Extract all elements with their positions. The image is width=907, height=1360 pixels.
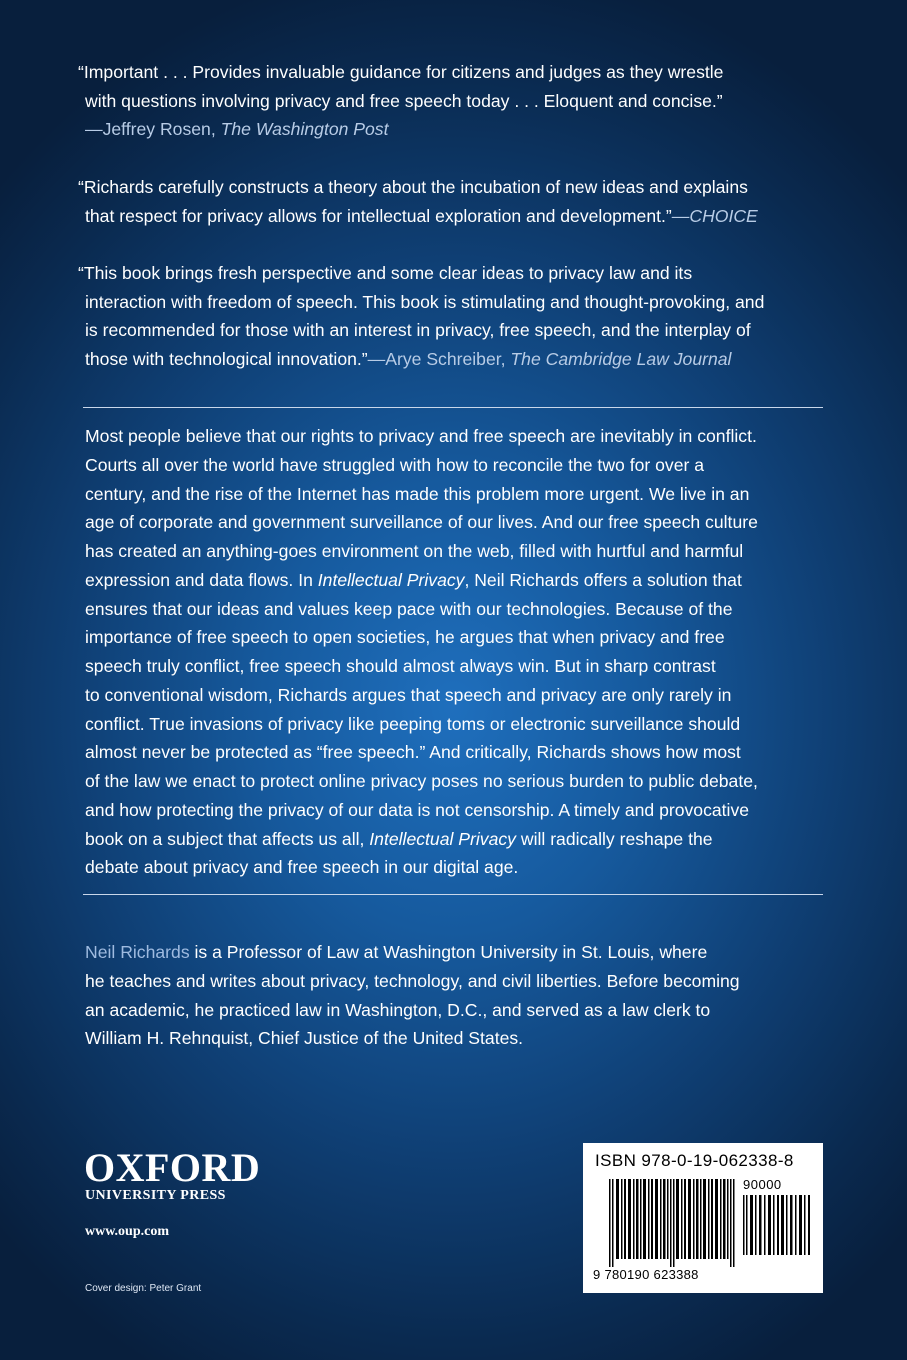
divider-bottom [83,894,823,895]
description-line: expression and data flows. In [85,569,318,590]
description-line: age of corporate and government surveillance of our lives. And our free speech culture [85,512,758,533]
description-line: conflict. True invasions of privacy like peeping toms or electronic surveillance should [85,713,741,734]
author-bio [85,938,805,1053]
quote-text: with questions involving privacy and free speech today . . . Eloquent and concise.” [85,90,723,111]
description-line: Most people believe that our rights to privacy and free speech are inevitably in conflict. [85,426,757,446]
isbn-barcode [583,1143,823,1293]
description-line: has created an anything-goes environment on the web, filled with hurtful and harmful [85,541,744,561]
book-title: Intellectual Privacy [369,828,516,849]
quote-rosen [78,58,838,144]
publisher-logo: OXFORD [84,1145,261,1190]
description-line: and how protecting the privacy of our data is not censorship. A timely and provocative [85,799,750,820]
publisher-url[interactable]: www.oup.com [85,1224,170,1239]
quote-publication: —CHOICE [671,205,758,226]
quote-text: interaction with freedom of speech. This book is stimulating and thought-provoking, and [85,291,765,312]
book-title: Intellectual Privacy [317,569,465,590]
price-code: 90000 [743,1177,782,1192]
ean-number: 9 780190 623388 [593,1267,699,1282]
description-line: , Neil Richards offers a solution that [464,569,742,590]
cover-credit: Cover design: Peter Grant [85,1283,202,1294]
isbn-label: ISBN 978-0-19-062338-8 [595,1151,794,1170]
description-line: will radically reshape the [515,828,713,849]
quote-text: those with technological innovation.” [85,348,368,369]
description-line: century, and the rise of the Internet has made this problem more urgent. We live in an [85,483,750,504]
description-line: speech truly conflict, free speech should almost always win. But in sharp contrast [85,656,716,676]
description-line: book on a subject that affects us all, [85,828,370,849]
bio-line: is a Professor of Law at Washington University in St. Louis, where [189,942,708,962]
description-line: Courts all over the world have struggled with how to reconcile the two for over a [85,454,705,475]
price-barcode-bars [743,1195,813,1255]
quote-text: “This book brings fresh perspective and some clear ideas to privacy law and its [78,263,693,283]
bio-line: William H. Rehnquist, Chief Justice of the United States. [85,1028,524,1049]
bio-line: he teaches and writes about privacy, technology, and civil liberties. Before becoming [85,970,740,991]
description-line: importance of free speech to open societies, he argues that when privacy and free [85,627,725,648]
quote-publication: The Washington Post [220,119,389,140]
description-line: debate about privacy and free speech in our digital age. [85,857,519,878]
barcode-bars [609,1179,737,1267]
quote-text: “Richards carefully constructs a theory about the incubation of new ideas and explains [78,177,748,197]
divider-top [83,407,823,408]
book-description [85,422,830,882]
quote-publication: The Cambridge Law Journal [510,348,732,369]
quote-attribution: —Arye Schreiber, [367,348,511,369]
quote-text: that respect for privacy allows for intellectual exploration and development.” [85,205,672,226]
quote-choice [78,173,838,230]
quote-text: “Important . . . Provides invaluable guidance for citizens and judges as they wrestle [78,62,724,82]
description-line: of the law we enact to protect online privacy poses no serious burden to public debate, [85,771,758,791]
quote-attribution: —Jeffrey Rosen, [85,119,221,140]
quote-text: is recommended for those with an interest in privacy, free speech, and the interplay of [85,320,751,341]
publisher-subtitle: UNIVERSITY PRESS [85,1188,226,1203]
author-name: Neil Richards [85,942,190,962]
description-line: to conventional wisdom, Richards argues that speech and privacy are only rarely in [85,684,732,705]
description-line: almost never be protected as “free speech.” And critically, Richards shows how most [85,742,741,763]
quote-schreiber [78,259,838,373]
description-line: ensures that our ideas and values keep pace with our technologies. Because of the [85,598,733,619]
bio-line: an academic, he practiced law in Washington, D.C., and served as a law clerk to [85,999,711,1020]
